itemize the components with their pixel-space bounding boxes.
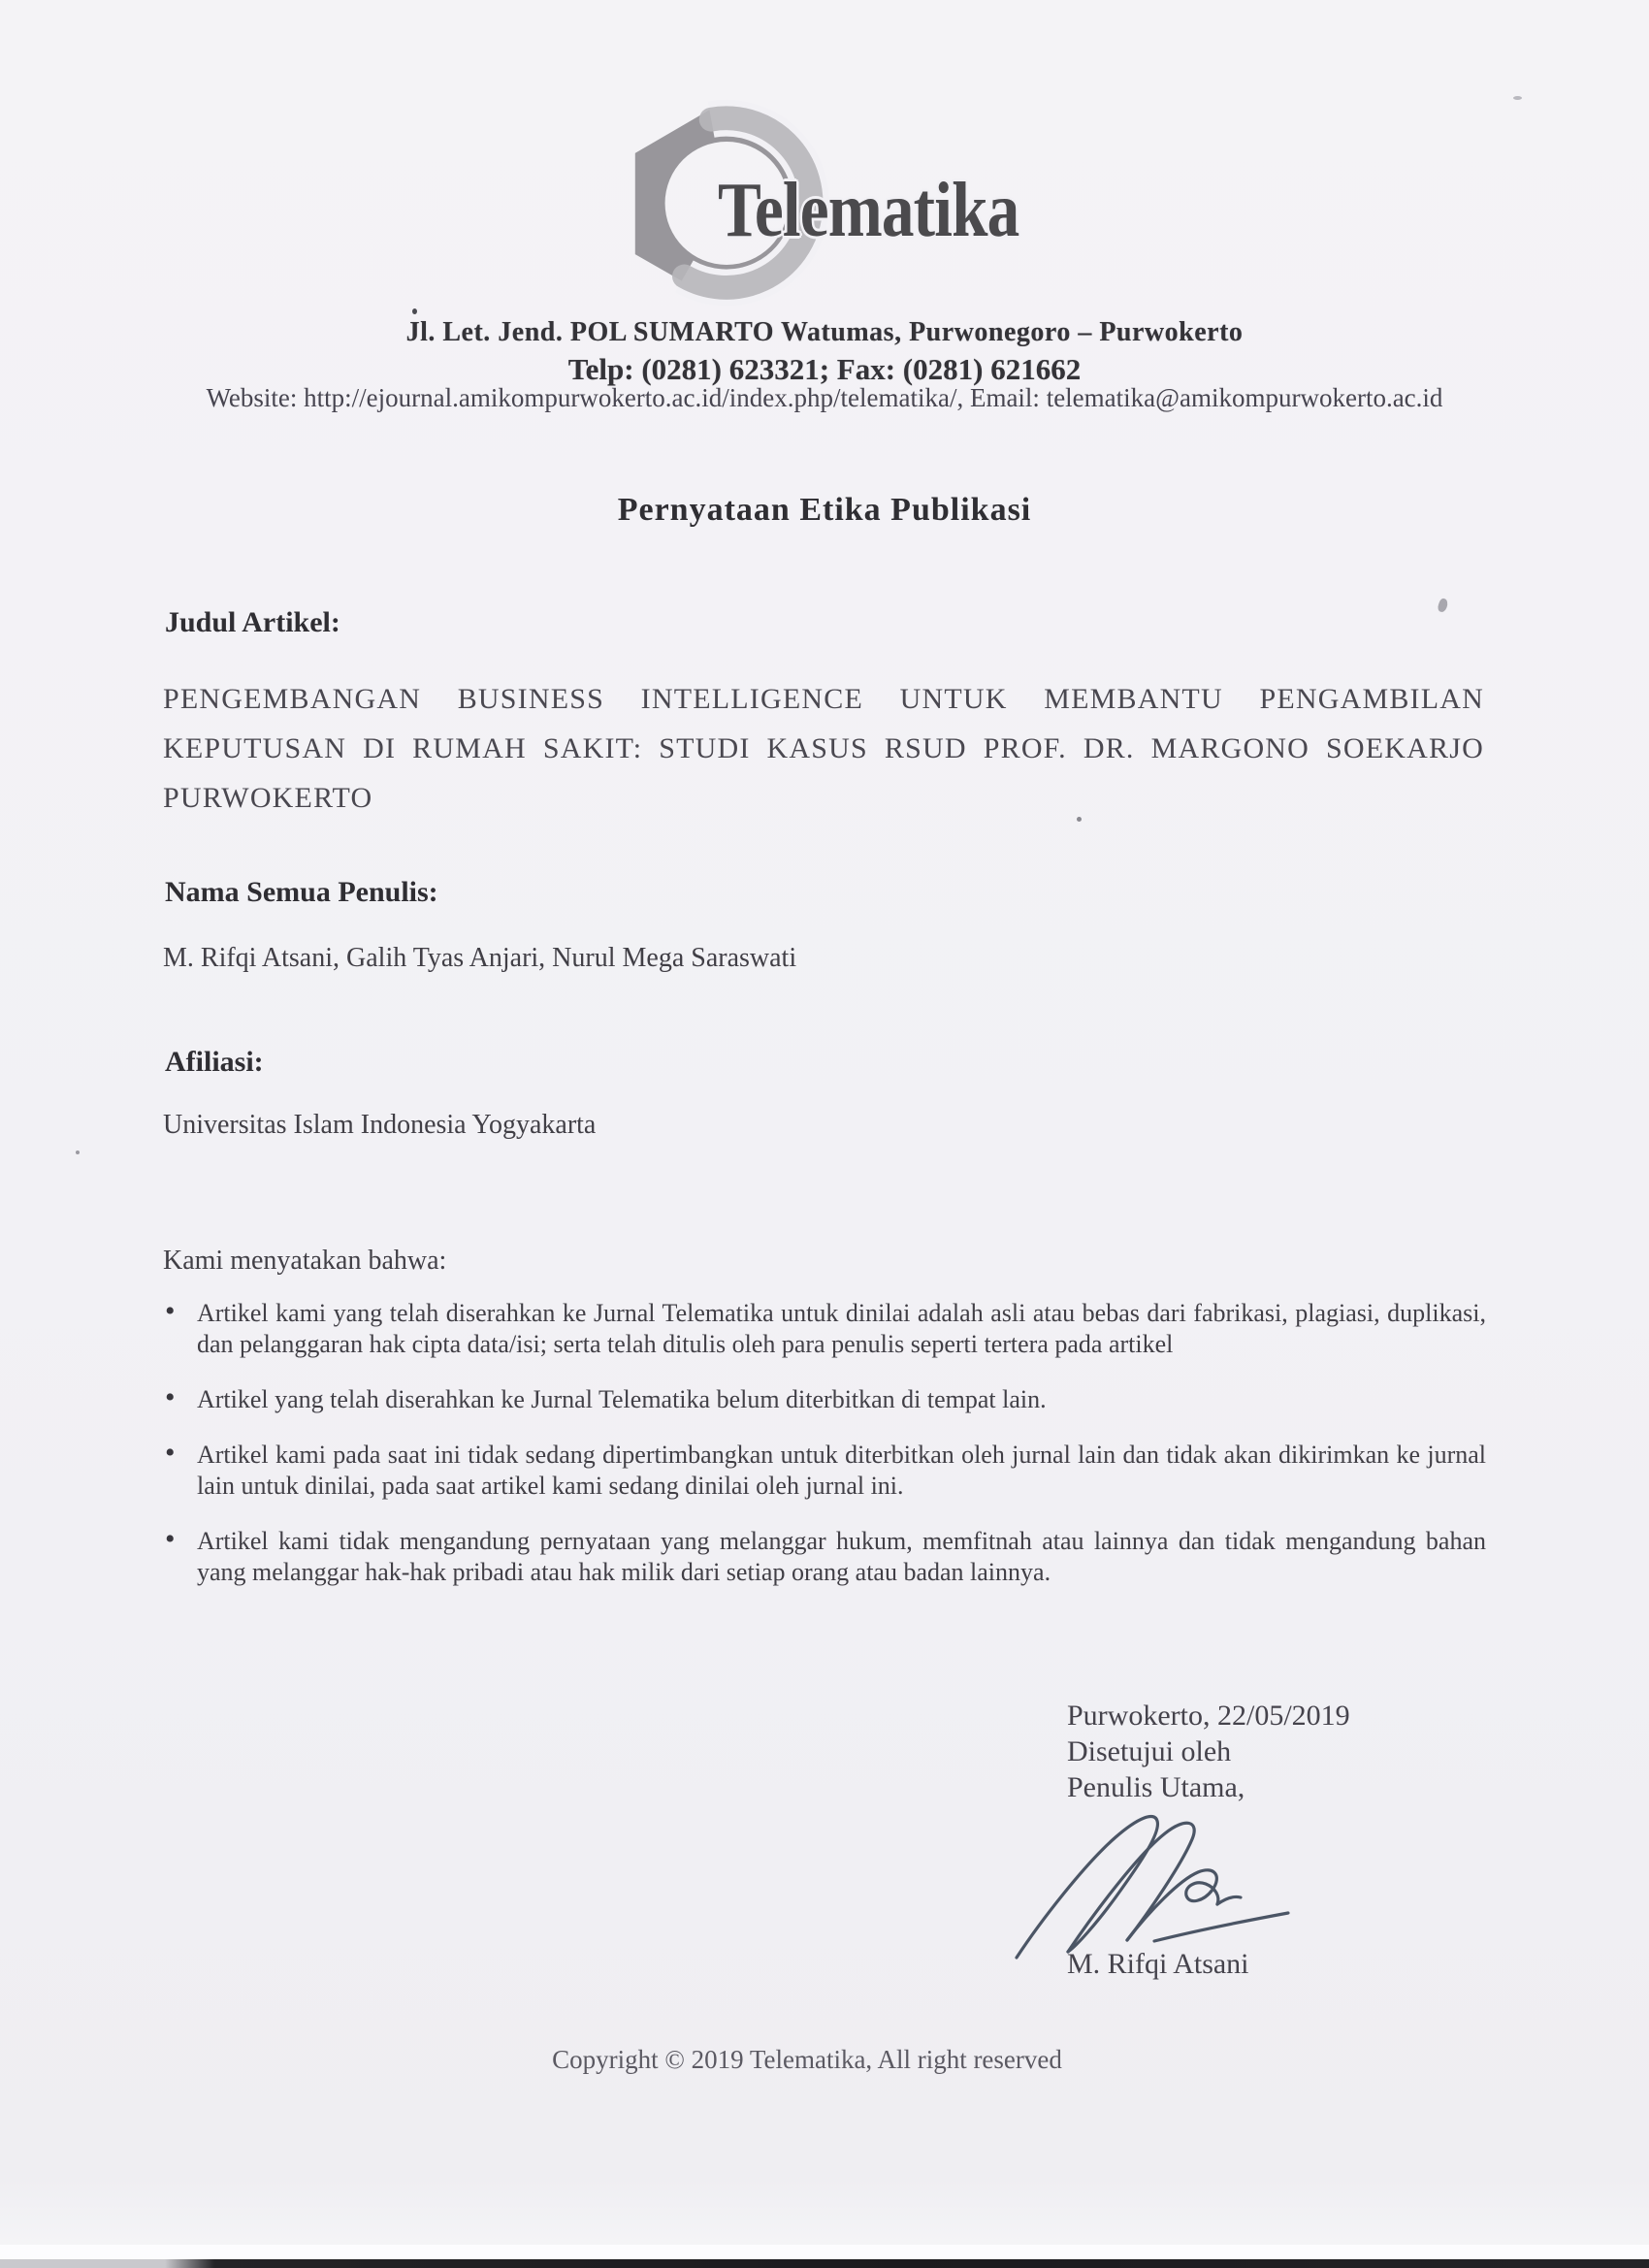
website-email-line: Website: http://ejournal.amikompurwokerto.ac.id/index.php/telematika/, Email: telematika@amikompurwokerto.ac.id: [206, 383, 1443, 412]
authors-value: M. Rifqi Atsani, Galih Tyas Anjari, Nurul Mega Saraswati: [163, 943, 797, 973]
article-title-value: PENGEMBANGAN BUSINESS INTELLIGENCE UNTUK MEMBANTU PENGAMBILAN KEPUTUSAN DI RUMAH SAKIT: STUDI KASUS RSUD PROF. DR. MARGONO SOEKARJO PURWOKERTO: [163, 683, 1484, 814]
signature-approved-by: Disetujui oleh: [1067, 1735, 1232, 1767]
declaration-item: • Artikel yang telah diserahkan ke Jurnal Telematika belum diterbitkan di tempat lain.: [161, 1384, 1486, 1415]
signature-place-date: Purwokerto, 22/05/2019: [1067, 1700, 1350, 1732]
logo-wordmark: Telematika: [718, 166, 1019, 253]
scan-speck: [1513, 96, 1522, 100]
document-title: Pernyataan Etika Publikasi: [617, 492, 1032, 528]
copyright-line: Copyright © 2019 Telematika, All right reserved: [552, 2045, 1062, 2074]
signature-name: M. Rifqi Atsani: [1067, 1948, 1249, 1980]
address-line: Jl. Let. Jend. POL SUMARTO Watumas, Purwonegoro – Purwokerto: [405, 317, 1244, 347]
affiliation-value: Universitas Islam Indonesia Yogyakarta: [163, 1110, 597, 1140]
declaration-intro: Kami menyatakan bahwa:: [163, 1246, 447, 1276]
handwritten-signature: [1007, 1804, 1298, 1964]
scan-speck: [76, 1150, 80, 1154]
declaration-item: • Artikel kami yang telah diserahkan ke Jurnal Telematika untuk dinilai adalah asli atau bebas dari fabrikasi, plagiasi, duplikasi, dan pelanggaran hak cipta data/isi; serta telah ditulis oleh para penulis seperti tertera pada artikel: [161, 1298, 1486, 1360]
declaration-item: • Artikel kami tidak mengandung pernyataan yang melanggar hukum, memfitnah atau lainnya dan tidak mengandung bahan yang melanggar hak-hak pribadi atau hak milik dari setiap orang atau badan lainnya.: [161, 1526, 1486, 1588]
scan-speck: [412, 308, 417, 314]
scan-edge-shadow: [0, 2259, 1649, 2268]
signature-role: Penulis Utama,: [1067, 1771, 1245, 1803]
affiliation-label: Afiliasi:: [165, 1046, 264, 1078]
authors-label: Nama Semua Penulis:: [165, 876, 438, 908]
declaration-list: [161, 1298, 1486, 1612]
article-title-label: Judul Artikel:: [165, 606, 340, 638]
declaration-item: • Artikel kami pada saat ini tidak sedang dipertimbangkan untuk diterbitkan oleh jurnal lain dan tidak akan dikirimkan ke jurnal lain untuk dinilai, pada saat artikel kami sedang dinilai oleh jurnal ini.: [161, 1440, 1486, 1502]
phone-fax-line: Telp: (0281) 623321; Fax: (0281) 621662: [567, 352, 1082, 386]
scan-speck: [1437, 598, 1449, 613]
scan-speck: [1077, 817, 1082, 822]
scan-edge-highlight: [0, 2245, 1649, 2259]
